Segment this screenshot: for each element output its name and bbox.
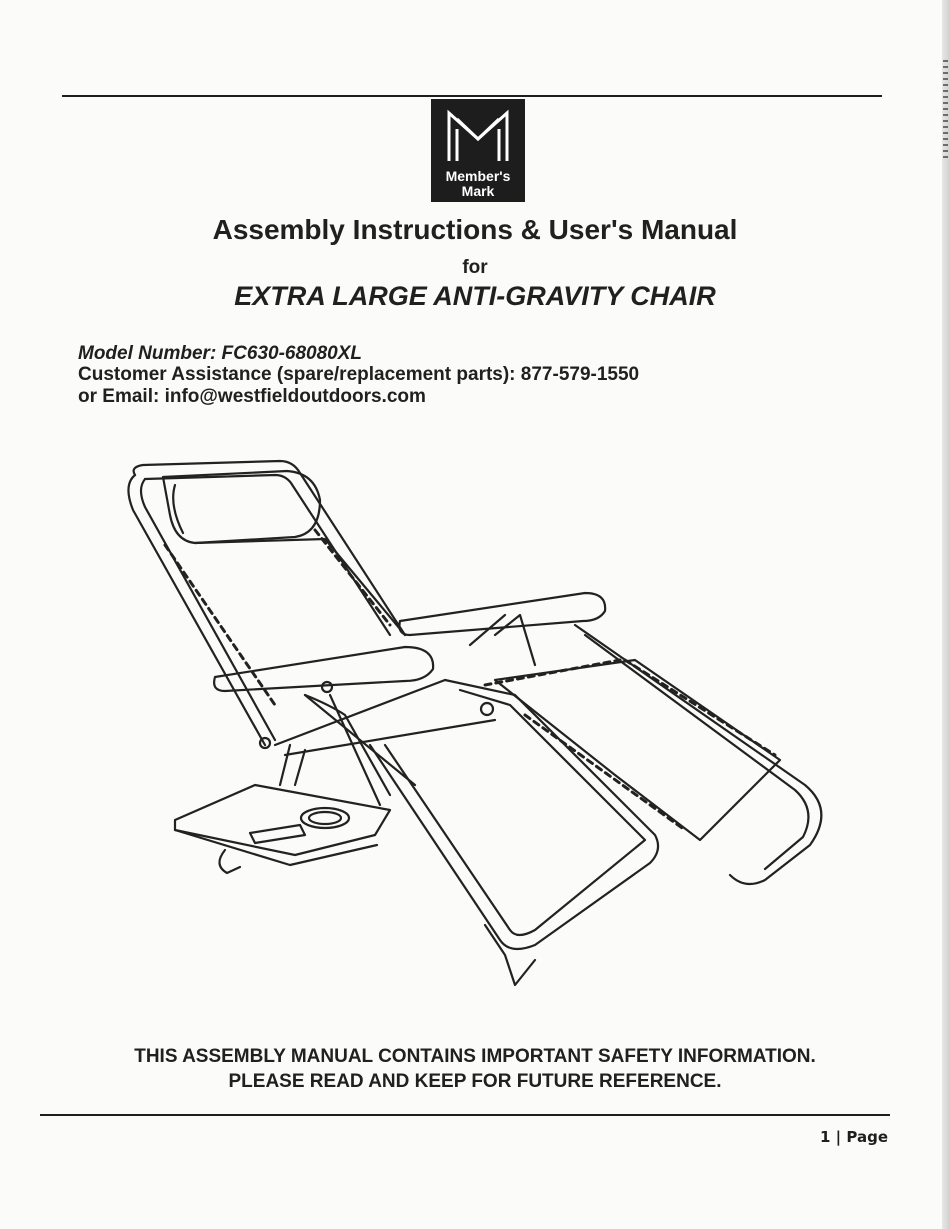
title-for: for xyxy=(462,257,488,278)
members-mark-logo xyxy=(431,99,525,202)
scan-edge xyxy=(942,0,950,1229)
manual-title: Assembly Instructions & User's Manual xyxy=(212,214,738,245)
safety-notice-line1: THIS ASSEMBLY MANUAL CONTAINS IMPORTANT SAFETY INFORMATION. xyxy=(134,1046,816,1067)
page-number: 1 | Page xyxy=(820,1128,888,1146)
bottom-rule xyxy=(40,1114,890,1116)
anti-gravity-chair-drawing xyxy=(115,455,835,1000)
product-name: EXTRA LARGE ANTI-GRAVITY CHAIR xyxy=(234,281,716,311)
logo-brand-line2: Mark xyxy=(461,183,495,199)
contact-email: or Email: info@westfieldoutdoors.com xyxy=(78,386,426,407)
logo-brand-line1: Member's xyxy=(445,168,511,184)
top-rule xyxy=(62,95,882,97)
customer-assistance: Customer Assistance (spare/replacement parts): 877-579-1550 xyxy=(78,364,640,385)
model-number: Model Number: FC630-68080XL xyxy=(78,343,363,364)
safety-notice-line2: PLEASE READ AND KEEP FOR FUTURE REFERENCE. xyxy=(228,1071,722,1092)
scan-edge-marks xyxy=(943,60,948,160)
